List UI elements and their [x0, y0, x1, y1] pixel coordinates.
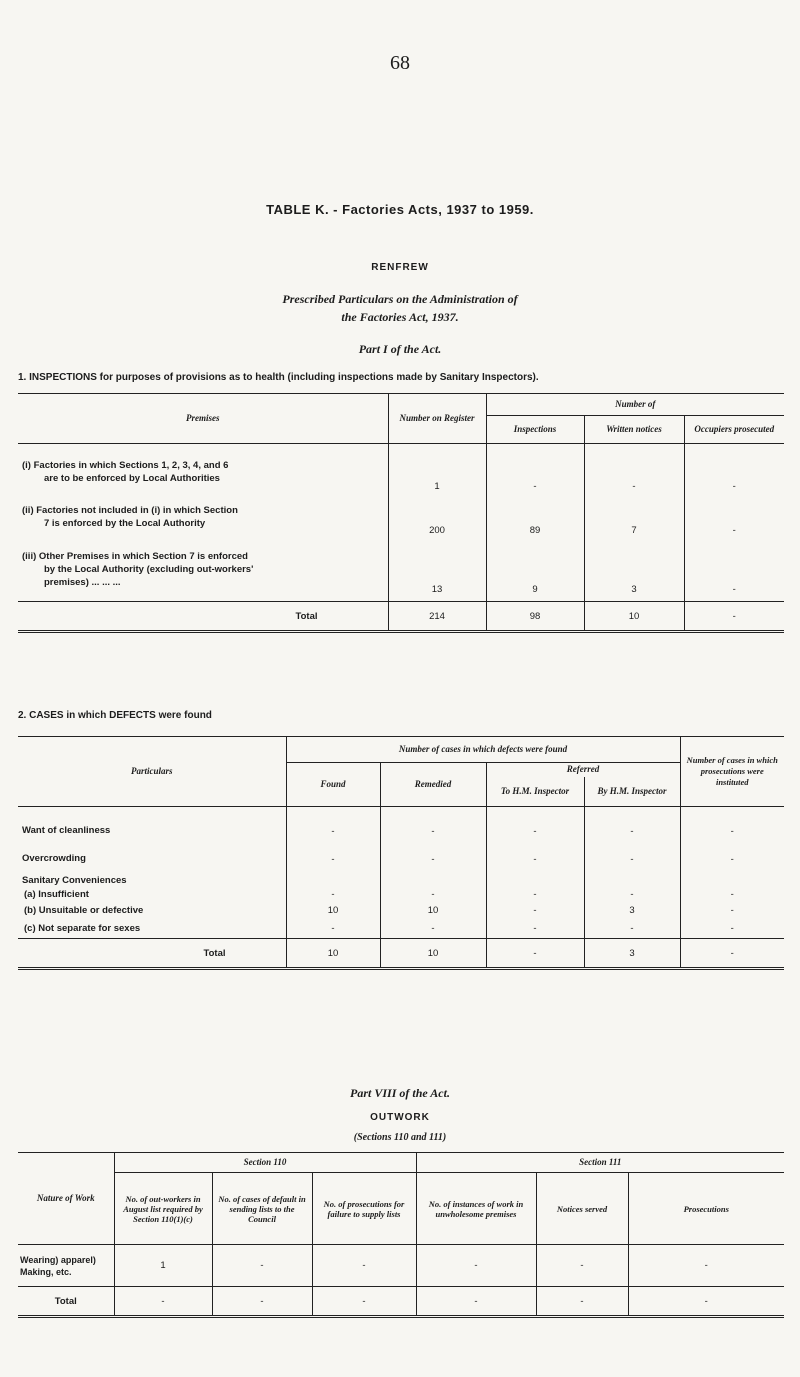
- cell-to-hm: -: [486, 903, 584, 919]
- table-row: [18, 865, 784, 887]
- row-label: (a) Insufficient: [18, 887, 286, 903]
- total-default-cases: -: [212, 1287, 312, 1317]
- subtitle-line-1: Prescribed Particulars on the Administration of: [282, 292, 518, 306]
- row-label-line: 7 is enforced by the Local Authority: [44, 517, 206, 529]
- header-section-110: Section 110: [114, 1153, 416, 1173]
- header-premises: Premises: [18, 394, 388, 444]
- nature-label-right: Making, etc.: [20, 1266, 72, 1277]
- total-inspections: 98: [486, 602, 584, 632]
- cell-prosecutions: -: [730, 889, 734, 900]
- table-title: TABLE K. - Factories Acts, 1937 to 1959.: [266, 202, 534, 217]
- table-row: [18, 903, 784, 919]
- total-label: Total: [18, 602, 388, 632]
- header-occupiers-prosecuted: Occupiers prosecuted: [684, 416, 784, 444]
- header-number-of-cases: Number of cases in which defects were found: [286, 737, 680, 763]
- cell-found: -: [286, 807, 380, 837]
- row-label: (c) Not separate for sexes: [18, 919, 286, 939]
- cell-prosecuted: -: [732, 480, 736, 492]
- header-number-of: Number of: [486, 394, 784, 416]
- header-number-on-register: Number on Register: [388, 394, 486, 444]
- total-remedied: 10: [380, 939, 486, 969]
- section1-heading: 1. INSPECTIONS for purposes of provisions as to health (including inspections made by Sanitary Inspectors).: [18, 372, 539, 383]
- total-row: [18, 602, 784, 632]
- total-prosecutions: -: [680, 939, 784, 969]
- header-to-hm-inspector: To H.M. Inspector: [486, 777, 584, 807]
- row-label-line: (i) Factories in which Sections 1, 2, 3, 4, and 6: [22, 459, 229, 471]
- cell-remedied: -: [380, 807, 486, 837]
- cell-register: 13: [388, 536, 486, 602]
- cell-prosecutions-failure: -: [312, 1245, 416, 1287]
- table-row: [18, 837, 784, 865]
- cell-to-hm: -: [486, 837, 584, 865]
- row-label-line: by the Local Authority (excluding out-workers': [44, 563, 254, 575]
- row-label: Sanitary Conveniences: [18, 865, 286, 887]
- table-row: [18, 1245, 784, 1287]
- cell-prosecutions: -: [680, 919, 784, 939]
- total-notices-served: -: [536, 1287, 628, 1317]
- row-label-line: premises) ... ... ...: [44, 576, 121, 588]
- cell-prosecutions: [680, 865, 784, 887]
- cell-found: [286, 865, 380, 887]
- header-instances: No. of instances of work in unwholesome premises: [416, 1173, 536, 1245]
- cell-inspections: 9: [486, 536, 584, 602]
- defects-table: [18, 736, 784, 970]
- header-particulars: Particulars: [18, 737, 286, 807]
- header-notices-served: Notices served: [536, 1173, 628, 1245]
- total-row: [18, 939, 784, 969]
- table-row: [18, 536, 784, 602]
- cell-remedied: [380, 865, 486, 887]
- cell-inspections: 89: [486, 492, 584, 536]
- header-section-111: Section 111: [416, 1153, 784, 1173]
- table-row: [18, 444, 784, 492]
- cell-register: 1: [388, 444, 486, 492]
- total-instances: -: [416, 1287, 536, 1317]
- cell-by-hm: -: [584, 837, 680, 865]
- row-label: Want of cleanliness: [18, 807, 286, 837]
- cell-notices: 7: [584, 492, 684, 536]
- cell-instances: -: [416, 1245, 536, 1287]
- header-inspections: Inspections: [486, 416, 584, 444]
- header-referred: Referred: [486, 763, 680, 777]
- section2-heading: 2. CASES in which DEFECTS were found: [18, 710, 212, 721]
- total-by-hm: 3: [584, 939, 680, 969]
- cell-prosecuted: -: [732, 524, 736, 536]
- row-label-line: (ii) Factories not included in (i) in which Section: [22, 504, 238, 516]
- header-prosecutions: Prosecutions: [628, 1173, 784, 1245]
- cell-notices-served: -: [536, 1245, 628, 1287]
- table-row: [18, 492, 784, 536]
- table-row: [18, 919, 784, 939]
- table-row: [18, 887, 784, 903]
- cell-to-hm: [486, 865, 584, 887]
- cell-default-cases: -: [212, 1245, 312, 1287]
- cell-found: -: [286, 837, 380, 865]
- cell-by-hm: -: [584, 887, 680, 903]
- total-outworkers: -: [114, 1287, 212, 1317]
- part1-label: Part I of the Act.: [358, 342, 442, 356]
- cell-prosecutions: -: [730, 905, 734, 916]
- cell-found: -: [286, 887, 380, 903]
- outwork-sections: (Sections 110 and 111): [353, 1132, 447, 1143]
- total-notices: 10: [584, 602, 684, 632]
- row-label-line: (iii) Other Premises in which Section 7 is enforced: [22, 550, 248, 562]
- nature-label-left: Wearing) apparel): [20, 1254, 96, 1265]
- cell-notices: 3: [584, 536, 684, 602]
- row-label-line: are to be enforced by Local Authorities: [44, 472, 220, 484]
- cell-register: 200: [388, 492, 486, 536]
- outwork-table: [18, 1152, 784, 1318]
- cell-by-hm: -: [584, 919, 680, 939]
- total-row: [18, 1287, 784, 1317]
- cell-prosecutions: -: [730, 853, 734, 865]
- subtitle-line-2: the Factories Act, 1937.: [341, 310, 459, 324]
- total-label: Total: [18, 939, 286, 969]
- header-prosecutions-failure: No. of prosecutions for failure to supply lists: [312, 1173, 416, 1245]
- cell-to-hm: -: [486, 919, 584, 939]
- cell-notices: -: [584, 444, 684, 492]
- total-found: 10: [286, 939, 380, 969]
- cell-remedied: -: [380, 887, 486, 903]
- cell-prosecutions: -: [628, 1245, 784, 1287]
- header-written-notices: Written notices: [584, 416, 684, 444]
- row-label: Overcrowding: [18, 837, 286, 865]
- total-register: 214: [388, 602, 486, 632]
- total-to-hm: -: [486, 939, 584, 969]
- total-label: Total: [18, 1287, 114, 1317]
- cell-by-hm: 3: [584, 903, 680, 919]
- page-number: 68: [390, 52, 410, 74]
- row-label: (b) Unsuitable or defective: [18, 903, 286, 919]
- header-outworkers: No. of out-workers in August list required by Section 110(1)(c): [114, 1173, 212, 1245]
- cell-prosecuted: -: [684, 536, 784, 602]
- table-row: [18, 807, 784, 837]
- header-remedied: Remedied: [380, 763, 486, 807]
- cell-remedied: -: [380, 837, 486, 865]
- cell-remedied: -: [380, 919, 486, 939]
- inspections-table: [18, 393, 784, 633]
- total-prosecuted: -: [684, 602, 784, 632]
- cell-to-hm: -: [486, 807, 584, 837]
- cell-prosecutions: -: [730, 825, 734, 837]
- outwork-title: OUTWORK: [370, 1112, 430, 1123]
- cell-remedied: 10: [380, 903, 486, 919]
- cell-inspections: -: [486, 444, 584, 492]
- total-prosecutions: -: [628, 1287, 784, 1317]
- header-by-hm-inspector: By H.M. Inspector: [584, 777, 680, 807]
- cell-to-hm: -: [486, 887, 584, 903]
- header-default-cases: No. of cases of default in sending lists to the Council: [212, 1173, 312, 1245]
- area-name: RENFREW: [371, 262, 429, 273]
- total-prosecutions-failure: -: [312, 1287, 416, 1317]
- cell-by-hm: -: [584, 807, 680, 837]
- cell-by-hm: [584, 865, 680, 887]
- header-nature-of-work: Nature of Work: [18, 1153, 114, 1245]
- header-found: Found: [286, 763, 380, 807]
- header-prosecutions: Number of cases in which prosecutions were instituted: [680, 737, 784, 807]
- cell-outworkers: 1: [114, 1245, 212, 1287]
- cell-found: -: [286, 919, 380, 939]
- cell-found: 10: [286, 903, 380, 919]
- part8-label: Part VIII of the Act.: [350, 1086, 450, 1100]
